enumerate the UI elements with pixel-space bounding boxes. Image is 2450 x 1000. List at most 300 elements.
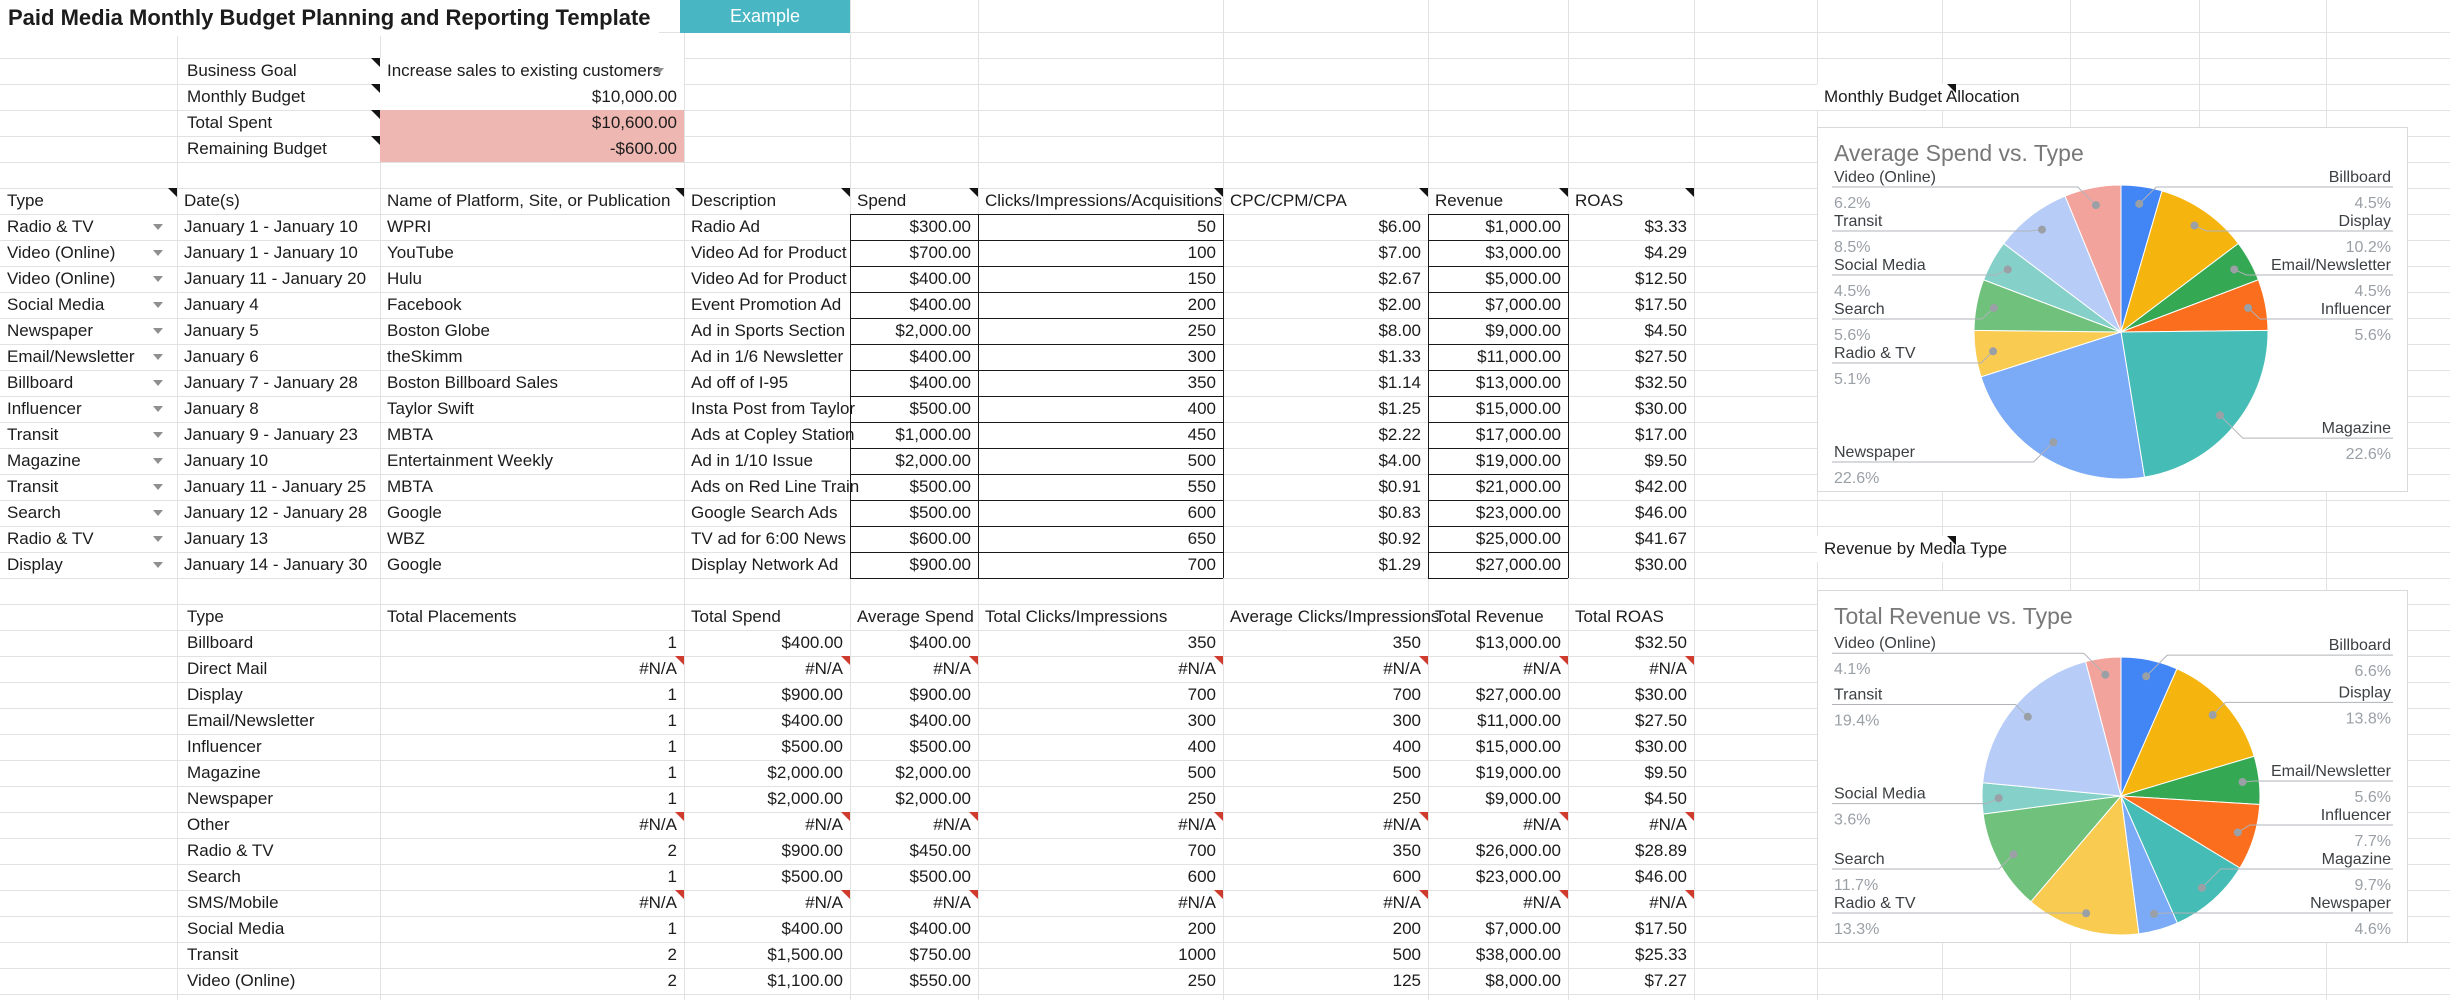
pie-label-percent: 22.6%	[2345, 446, 2391, 464]
pie-label-name: Billboard	[2328, 169, 2391, 186]
summary-cell-r12-c3-text: $750.00	[909, 945, 971, 964]
summary-cell-r3-c1-text: 1	[667, 711, 677, 730]
callout-dot-icon	[2038, 226, 2046, 234]
main-cell-r1-c4-text: $700.00	[909, 243, 971, 262]
main-cell-r2-c8-text: $12.50	[1635, 269, 1687, 288]
summary-cell-r11-c2-text: $400.00	[781, 919, 843, 938]
main-cell-r9-c6-text: $4.00	[1378, 451, 1421, 470]
pie-label-percent: 4.5%	[1834, 283, 1871, 300]
main-cell-r11-c4-text: $500.00	[909, 503, 971, 522]
summary-cell-r13-c5-text: 125	[1392, 971, 1421, 990]
summary-cell-r5-c5-text: 500	[1392, 763, 1421, 782]
main-cell-r9-c5-text: 500	[1187, 451, 1216, 470]
main-cell-r3-c7-text: $7,000.00	[1485, 295, 1561, 314]
sheet-title-cell[interactable]: Paid Media Monthly Budget Planning and Reporting Template	[0, 0, 659, 36]
pie-label-percent: 8.5%	[1834, 239, 1871, 256]
main-cell-r9-c1-text: January 10	[184, 451, 269, 470]
main-cell-r3-c3-text: Event Promotion Ad	[691, 295, 842, 314]
pie-label-percent: 5.6%	[2354, 327, 2391, 344]
pie-label-name: Social Media	[1834, 785, 1926, 803]
summary-cell-r6-c3-text: $2,000.00	[895, 789, 971, 808]
main-cell-r3-c6-text: $2.00	[1378, 295, 1421, 314]
summary-header-4-text: Total Clicks/Impressions	[985, 607, 1168, 626]
main-cell-r1-c5-text: 100	[1187, 243, 1216, 262]
main-cell-r4-c0-text: Newspaper	[7, 321, 93, 340]
main-header-0-text: Type	[7, 191, 44, 210]
summary-cell-r10-c6-text: #N/A	[1523, 893, 1561, 912]
summary-cell-r11-c1-text: 1	[667, 919, 677, 938]
pie-label-name: Email/Newsletter	[2270, 257, 2391, 274]
summary-cell-r7-c6-text: #N/A	[1523, 815, 1561, 834]
main-cell-r12-c8-text: $41.67	[1635, 529, 1687, 548]
summary-cell-r11-c0-text: Social Media	[187, 919, 285, 938]
callout-dot-icon	[2142, 672, 2150, 680]
main-cell-r5-c5-text: 300	[1187, 347, 1216, 366]
callout-dot-icon	[1990, 304, 1998, 312]
main-cell-r7-c5-text: 400	[1187, 399, 1216, 418]
main-cell-r13-c7-text: $27,000.00	[1475, 555, 1561, 574]
summary-cell-r4-c5-text: 400	[1392, 737, 1421, 756]
pie-label-percent: 4.5%	[2354, 283, 2391, 300]
summary-cell-r6-c6-text: $9,000.00	[1485, 789, 1561, 808]
summary-cell-r4-c3-text: $500.00	[909, 737, 971, 756]
summary-cell-r3-c3-text: $400.00	[909, 711, 971, 730]
summary-cell-r3-c5-text: 300	[1392, 711, 1421, 730]
goal-value-text: Increase sales to existing customers	[387, 61, 662, 80]
summary-cell-r9-c5-text: 600	[1392, 867, 1421, 886]
summary-cell-r2-c0-text: Display	[187, 685, 243, 704]
main-header-4-text: Spend	[857, 191, 907, 210]
pie-label-percent: 11.7%	[1834, 877, 1879, 894]
goal-label-text: Monthly Budget	[187, 87, 306, 106]
pie-label-percent: 9.7%	[2354, 877, 2391, 894]
main-cell-r4-c1-text: January 5	[184, 321, 259, 340]
summary-cell-r3-c0-text: Email/Newsletter	[187, 711, 315, 730]
main-cell-r9-c3-text: Ad in 1/10 Issue	[691, 451, 813, 470]
summary-cell-r2-c2-text: $900.00	[781, 685, 843, 704]
summary-cell-r6-c1-text: 1	[667, 789, 677, 808]
main-cell-r2-c3-text: Video Ad for Product	[691, 269, 847, 288]
summary-cell-r4-c7-text: $30.00	[1635, 737, 1687, 756]
summary-cell-r12-c6-text: $38,000.00	[1475, 945, 1561, 964]
main-cell-r13-c5-text: 700	[1187, 555, 1216, 574]
main-cell-r5-c4-text: $400.00	[909, 347, 971, 366]
summary-cell-r0-c6-text: $13,000.00	[1475, 633, 1561, 652]
pie-label-percent: 6.6%	[2354, 663, 2391, 681]
main-cell-r1-c2-text: YouTube	[387, 243, 454, 262]
main-cell-r13-c0-text: Display	[7, 555, 63, 574]
main-cell-r12-c0-text: Radio & TV	[7, 529, 94, 548]
callout-dot-icon	[2190, 222, 2198, 230]
summary-cell-r12-c7-text: $25.33	[1635, 945, 1687, 964]
main-cell-r0-c5-text: 50	[1197, 217, 1216, 236]
pie-label-percent: 13.8%	[2345, 710, 2391, 728]
callout-dot-icon	[2239, 778, 2247, 786]
summary-cell-r3-c4-text: 300	[1187, 711, 1216, 730]
callout-dot-icon	[2198, 884, 2206, 892]
pie-label-name: Email/Newsletter	[2270, 763, 2391, 780]
example-badge-cell[interactable]: Example	[680, 0, 850, 33]
main-cell-r10-c8-text: $42.00	[1635, 477, 1687, 496]
main-cell-r10-c6-text: $0.91	[1378, 477, 1421, 496]
summary-cell-r10-c3-text: #N/A	[933, 893, 971, 912]
main-cell-r3-c4-text: $400.00	[909, 295, 971, 314]
summary-cell-r11-c4-text: 200	[1187, 919, 1216, 938]
summary-cell-r13-c1-text: 2	[667, 971, 677, 990]
summary-cell-r8-c1-text: 2	[667, 841, 677, 860]
summary-cell-r4-c0-text: Influencer	[187, 737, 262, 756]
summary-cell-r12-c4-text: 1000	[1178, 945, 1216, 964]
summary-header-7-text: Total ROAS	[1575, 607, 1664, 626]
callout-dot-icon	[2150, 910, 2158, 918]
main-cell-r7-c6-text: $1.25	[1378, 399, 1421, 418]
main-cell-r5-c8-text: $27.50	[1635, 347, 1687, 366]
pie-label-percent: 3.6%	[1834, 811, 1871, 829]
chart1-sheet-label-cell[interactable]	[1817, 84, 2020, 110]
callout-dot-icon	[2230, 265, 2238, 273]
main-cell-r0-c3-text: Radio Ad	[691, 217, 760, 236]
summary-cell-r13-c7-text: $7.27	[1644, 971, 1687, 990]
main-cell-r12-c5-text: 650	[1187, 529, 1216, 548]
main-cell-r10-c5-text: 550	[1187, 477, 1216, 496]
main-cell-r3-c8-text: $17.50	[1635, 295, 1687, 314]
main-cell-r10-c7-text: $21,000.00	[1475, 477, 1561, 496]
callout-dot-icon	[2234, 828, 2242, 836]
main-header-3-text: Description	[691, 191, 777, 210]
summary-cell-r10-c4-text: #N/A	[1178, 893, 1216, 912]
main-cell-r4-c8-text: $4.50	[1644, 321, 1687, 340]
goal-value-text: $10,600.00	[591, 113, 677, 132]
pie-label-name: Search	[1834, 301, 1885, 318]
callout-dot-icon	[2101, 671, 2109, 679]
summary-cell-r1-c7-text: #N/A	[1649, 659, 1687, 678]
average-spend-pie-chart[interactable]	[1817, 127, 2408, 492]
note-marker-icon	[1947, 536, 1956, 545]
callout-dot-icon	[2209, 711, 2217, 719]
main-cell-r5-c6-text: $1.33	[1378, 347, 1421, 366]
main-cell-r2-c0-text: Video (Online)	[7, 269, 116, 288]
main-cell-r7-c0-text: Influencer	[7, 399, 82, 418]
pie-label-name: Radio & TV	[1834, 345, 1916, 362]
main-cell-r8-c4-text: $1,000.00	[895, 425, 971, 444]
summary-cell-r13-c2-text: $1,100.00	[767, 971, 843, 990]
main-cell-r6-c1-text: January 7 - January 28	[184, 373, 358, 392]
summary-cell-r1-c2-text: #N/A	[805, 659, 843, 678]
main-cell-r7-c8-text: $30.00	[1635, 399, 1687, 418]
summary-cell-r0-c2-text: $400.00	[781, 633, 843, 652]
summary-cell-r10-c2-text: #N/A	[805, 893, 843, 912]
pie-label-percent: 19.4%	[1834, 712, 1880, 730]
main-cell-r5-c7-text: $11,000.00	[1477, 347, 1561, 366]
summary-cell-r7-c0-text: Other	[187, 815, 230, 834]
main-cell-r7-c7-text: $15,000.00	[1475, 399, 1561, 418]
pie-label-name: Display	[2338, 213, 2391, 230]
main-cell-r1-c7-text: $3,000.00	[1485, 243, 1561, 262]
pie-label-percent: 5.1%	[1834, 371, 1871, 388]
pie-label-percent: 4.5%	[2354, 195, 2391, 212]
summary-cell-r7-c2-text: #N/A	[805, 815, 843, 834]
summary-header-1-text: Total Placements	[387, 607, 517, 626]
main-cell-r13-c2-text: Google	[387, 555, 442, 574]
main-cell-r0-c1-text: January 1 - January 10	[184, 217, 358, 236]
callout-dot-icon	[1995, 794, 2003, 802]
chart1-title: Average Spend vs. Type	[1834, 140, 2084, 166]
main-cell-r12-c4-text: $600.00	[909, 529, 971, 548]
pie-label-name: Social Media	[1834, 257, 1926, 274]
callout-dot-icon	[2244, 304, 2252, 312]
summary-cell-r6-c7-text: $4.50	[1644, 789, 1687, 808]
summary-cell-r8-c4-text: 700	[1187, 841, 1216, 860]
callout-line	[2238, 825, 2393, 832]
main-cell-r4-c3-text: Ad in Sports Section	[691, 321, 846, 340]
summary-cell-r6-c0-text: Newspaper	[187, 789, 273, 808]
main-cell-r9-c2-text: Entertainment Weekly	[387, 451, 553, 470]
main-cell-r0-c4-text: $300.00	[909, 217, 971, 236]
main-cell-r2-c6-text: $2.67	[1378, 269, 1421, 288]
callout-dot-icon	[2004, 265, 2012, 273]
pie-label-name: Search	[1834, 851, 1885, 868]
summary-cell-r2-c4-text: 700	[1187, 685, 1216, 704]
summary-cell-r3-c7-text: $27.50	[1635, 711, 1687, 730]
summary-cell-r7-c5-text: #N/A	[1383, 815, 1421, 834]
summary-header-2-text: Total Spend	[691, 607, 781, 626]
main-cell-r4-c6-text: $8.00	[1378, 321, 1421, 340]
main-cell-r6-c7-text: $13,000.00	[1475, 373, 1561, 392]
summary-cell-r7-c4-text: #N/A	[1178, 815, 1216, 834]
summary-cell-r10-c0-text: SMS/Mobile	[187, 893, 279, 912]
main-cell-r1-c8-text: $4.29	[1644, 243, 1687, 262]
main-cell-r0-c7-text: $1,000.00	[1485, 217, 1561, 236]
main-cell-r12-c7-text: $25,000.00	[1475, 529, 1561, 548]
summary-cell-r1-c0-text: Direct Mail	[187, 659, 268, 678]
pie-label-name: Transit	[1834, 213, 1883, 230]
summary-header-5-text: Average Clicks/Impressions	[1230, 607, 1440, 626]
main-cell-r4-c5-text: 250	[1187, 321, 1216, 340]
callout-dot-icon	[2135, 200, 2143, 208]
main-cell-r10-c1-text: January 11 - January 25	[184, 477, 367, 496]
summary-cell-r1-c5-text: #N/A	[1383, 659, 1421, 678]
pie-label-percent: 22.6%	[1834, 470, 1880, 487]
summary-cell-r5-c4-text: 500	[1187, 763, 1216, 782]
goal-value-text: -$600.00	[609, 139, 677, 158]
summary-cell-r4-c1-text: 1	[667, 737, 677, 756]
pie-label-name: Influencer	[2320, 807, 2391, 824]
pie-label-name: Magazine	[2321, 851, 2391, 868]
pie-label-name: Display	[2338, 684, 2391, 702]
pie-label-name: Newspaper	[1834, 444, 1915, 461]
main-cell-r7-c1-text: January 8	[184, 399, 259, 418]
main-cell-r10-c4-text: $500.00	[909, 477, 971, 496]
goal-label-text: Business Goal	[187, 61, 297, 80]
callout-dot-icon	[2010, 850, 2018, 858]
summary-cell-r13-c6-text: $8,000.00	[1485, 971, 1561, 990]
callout-dot-icon	[1989, 347, 1997, 355]
summary-cell-r0-c5-text: 350	[1392, 633, 1421, 652]
main-cell-r8-c5-text: 450	[1187, 425, 1216, 444]
summary-cell-r6-c2-text: $2,000.00	[767, 789, 843, 808]
main-cell-r12-c2-text: WBZ	[387, 529, 425, 548]
total-revenue-pie-chart[interactable]	[1817, 590, 2408, 943]
summary-cell-r9-c6-text: $23,000.00	[1475, 867, 1561, 886]
summary-cell-r1-c3-text: #N/A	[933, 659, 971, 678]
pie-label-name: Transit	[1834, 686, 1883, 704]
main-cell-r0-c8-text: $3.33	[1644, 217, 1687, 236]
pie-label-percent: 4.1%	[1834, 661, 1871, 679]
summary-header-6-text: Total Revenue	[1435, 607, 1544, 626]
main-cell-r11-c8-text: $46.00	[1635, 503, 1687, 522]
main-cell-r11-c7-text: $23,000.00	[1475, 503, 1561, 522]
main-cell-r2-c2-text: Hulu	[387, 269, 422, 288]
summary-cell-r1-c6-text: #N/A	[1523, 659, 1561, 678]
main-cell-r1-c0-text: Video (Online)	[7, 243, 116, 262]
main-cell-r9-c7-text: $19,000.00	[1475, 451, 1561, 470]
summary-cell-r1-c1-text: #N/A	[639, 659, 677, 678]
summary-cell-r5-c0-text: Magazine	[187, 763, 261, 782]
main-cell-r5-c2-text: theSkimm	[387, 347, 463, 366]
main-cell-r6-c8-text: $32.50	[1635, 373, 1687, 392]
summary-cell-r9-c2-text: $500.00	[781, 867, 843, 886]
main-cell-r7-c3-text: Insta Post from Taylor	[691, 399, 856, 418]
main-cell-r10-c0-text: Transit	[7, 477, 59, 496]
chart1-sheet-label: Monthly Budget Allocation	[1824, 87, 2020, 106]
main-cell-r9-c8-text: $9.50	[1644, 451, 1687, 470]
summary-cell-r12-c5-text: 500	[1392, 945, 1421, 964]
main-cell-r6-c4-text: $400.00	[909, 373, 971, 392]
main-cell-r11-c3-text: Google Search Ads	[691, 503, 838, 522]
summary-cell-r12-c2-text: $1,500.00	[767, 945, 843, 964]
summary-cell-r4-c2-text: $500.00	[781, 737, 843, 756]
main-cell-r13-c8-text: $30.00	[1635, 555, 1687, 574]
main-header-5-text: Clicks/Impressions/Acquisitions	[985, 191, 1223, 210]
summary-cell-r5-c1-text: 1	[667, 763, 677, 782]
main-header-6-text: CPC/CPM/CPA	[1230, 191, 1347, 210]
main-cell-r12-c3-text: TV ad for 6:00 News	[691, 529, 846, 548]
chart2-sheet-label-cell[interactable]	[1817, 536, 2008, 562]
main-cell-r9-c0-text: Magazine	[7, 451, 81, 470]
summary-cell-r3-c6-text: $11,000.00	[1477, 711, 1561, 730]
pie-label-name: Radio & TV	[1834, 895, 1916, 912]
main-cell-r4-c2-text: Boston Globe	[387, 321, 491, 340]
main-cell-r8-c8-text: $17.00	[1635, 425, 1687, 444]
summary-cell-r5-c2-text: $2,000.00	[767, 763, 843, 782]
summary-cell-r10-c1-text: #N/A	[639, 893, 677, 912]
main-cell-r11-c1-text: January 12 - January 28	[184, 503, 368, 522]
callout-dot-icon	[2082, 909, 2090, 917]
summary-cell-r10-c5-text: #N/A	[1383, 893, 1421, 912]
summary-cell-r9-c0-text: Search	[187, 867, 241, 886]
main-cell-r1-c3-text: Video Ad for Product	[691, 243, 847, 262]
main-cell-r4-c4-text: $2,000.00	[895, 321, 971, 340]
goal-value-text: $10,000.00	[591, 87, 677, 106]
pie-label-name: Newspaper	[2310, 895, 2391, 912]
pie-label-percent: 13.3%	[1834, 921, 1880, 938]
main-cell-r4-c7-text: $9,000.00	[1485, 321, 1561, 340]
summary-header-3-text: Average Spend	[857, 607, 974, 626]
callout-dot-icon	[2216, 411, 2224, 419]
main-cell-r8-c0-text: Transit	[7, 425, 59, 444]
main-cell-r13-c3-text: Display Network Ad	[691, 555, 839, 574]
chart2-title: Total Revenue vs. Type	[1834, 603, 2073, 629]
pie-label-percent: 5.6%	[2354, 789, 2391, 806]
summary-cell-r6-c4-text: 250	[1187, 789, 1216, 808]
summary-cell-r11-c5-text: 200	[1392, 919, 1421, 938]
summary-cell-r11-c6-text: $7,000.00	[1485, 919, 1561, 938]
summary-cell-r2-c1-text: 1	[667, 685, 677, 704]
pie-label-percent: 5.6%	[1834, 327, 1871, 344]
main-header-1-text: Date(s)	[184, 191, 240, 210]
summary-cell-r0-c4-text: 350	[1187, 633, 1216, 652]
main-cell-r12-c1-text: January 13	[184, 529, 269, 548]
main-cell-r13-c4-text: $900.00	[909, 555, 971, 574]
pie-label-name: Magazine	[2321, 420, 2391, 438]
pie-label-name: Video (Online)	[1834, 635, 1936, 653]
main-header-2-text: Name of Platform, Site, or Publication	[387, 191, 671, 210]
summary-cell-r10-c7-text: #N/A	[1649, 893, 1687, 912]
main-cell-r8-c1-text: January 9 - January 23	[184, 425, 358, 444]
main-cell-r1-c6-text: $7.00	[1378, 243, 1421, 262]
summary-cell-r1-c4-text: #N/A	[1178, 659, 1216, 678]
pie-slice-Magazine[interactable]	[2121, 330, 2268, 477]
main-cell-r5-c1-text: January 6	[184, 347, 259, 366]
main-cell-r10-c3-text: Ads on Red Line Train	[691, 477, 860, 496]
summary-cell-r9-c1-text: 1	[667, 867, 677, 886]
main-cell-r2-c7-text: $5,000.00	[1485, 269, 1561, 288]
goal-label-text: Total Spent	[187, 113, 273, 132]
note-marker-icon	[1947, 84, 1956, 93]
summary-cell-r5-c6-text: $19,000.00	[1475, 763, 1561, 782]
main-cell-r0-c2-text: WPRI	[387, 217, 432, 236]
main-cell-r5-c3-text: Ad in 1/6 Newsletter	[691, 347, 844, 366]
summary-cell-r7-c3-text: #N/A	[933, 815, 971, 834]
main-cell-r13-c6-text: $1.29	[1378, 555, 1421, 574]
pie-label-percent: 10.2%	[2345, 239, 2391, 256]
callout-dot-icon	[2049, 438, 2057, 446]
summary-cell-r7-c7-text: #N/A	[1649, 815, 1687, 834]
summary-cell-r8-c2-text: $900.00	[781, 841, 843, 860]
main-cell-r8-c6-text: $2.22	[1378, 425, 1421, 444]
pie-label-percent: 4.6%	[2354, 921, 2391, 938]
pie-label-percent: 7.7%	[2354, 833, 2391, 850]
summary-cell-r4-c4-text: 400	[1187, 737, 1216, 756]
summary-cell-r12-c1-text: 2	[667, 945, 677, 964]
summary-cell-r0-c1-text: 1	[667, 633, 677, 652]
summary-cell-r2-c6-text: $27,000.00	[1475, 685, 1561, 704]
main-cell-r8-c3-text: Ads at Copley Station	[691, 425, 855, 444]
main-header-8-text: ROAS	[1575, 191, 1624, 210]
main-cell-r0-c0-text: Radio & TV	[7, 217, 94, 236]
main-cell-r3-c5-text: 200	[1187, 295, 1216, 314]
main-cell-r11-c5-text: 600	[1187, 503, 1216, 522]
callout-dot-icon	[2092, 201, 2100, 209]
summary-header-0-text: Type	[187, 607, 224, 626]
main-cell-r7-c2-text: Taylor Swift	[387, 399, 474, 418]
summary-cell-r6-c5-text: 250	[1392, 789, 1421, 808]
summary-cell-r13-c0-text: Video (Online)	[187, 971, 296, 990]
pie-label-name: Billboard	[2328, 637, 2391, 655]
summary-cell-r2-c7-text: $30.00	[1635, 685, 1687, 704]
summary-cell-r8-c6-text: $26,000.00	[1475, 841, 1561, 860]
main-cell-r6-c0-text: Billboard	[7, 373, 74, 392]
summary-cell-r8-c5-text: 350	[1392, 841, 1421, 860]
pie-chart-1	[1818, 128, 2407, 491]
summary-cell-r0-c3-text: $400.00	[909, 633, 971, 652]
main-cell-r2-c1-text: January 11 - January 20	[184, 269, 367, 288]
main-cell-r7-c4-text: $500.00	[909, 399, 971, 418]
summary-cell-r8-c0-text: Radio & TV	[187, 841, 274, 860]
main-cell-r3-c0-text: Social Media	[7, 295, 105, 314]
summary-cell-r13-c4-text: 250	[1187, 971, 1216, 990]
main-cell-r1-c1-text: January 1 - January 10	[184, 243, 358, 262]
